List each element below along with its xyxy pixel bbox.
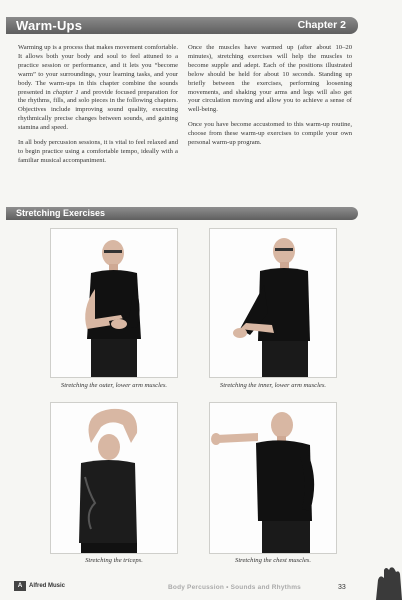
photo-inner-arm-stretch xyxy=(209,228,337,378)
section-title: Stretching Exercises xyxy=(16,208,106,218)
chapter-reference: chapter 1 xyxy=(52,88,79,96)
paragraph xyxy=(18,44,178,133)
photo-outer-arm-stretch xyxy=(50,228,178,378)
photo-chest-stretch xyxy=(209,402,337,554)
hand-thumb-tab-icon xyxy=(372,566,402,600)
publisher-name: Alfred Music xyxy=(29,583,66,589)
person-figure-illustration xyxy=(51,229,178,378)
photo-triceps-stretch xyxy=(50,402,178,554)
chapter-label: Chapter 2 xyxy=(297,19,346,31)
paragraph-text: and provide focused preparation for the rhythms, fills, and solo pieces in the following chapters. Objectives include improving sound quality, executing rhythmically precise changes between sounds, and gaining stamina and speed. xyxy=(18,88,178,132)
text-column-right xyxy=(188,44,352,154)
photo-caption: Stretching the triceps. xyxy=(85,557,143,564)
photo-caption: Stretching the inner, lower arm muscles. xyxy=(219,382,327,389)
running-footer-title: Body Percussion • Sounds and Rhythms xyxy=(168,584,301,591)
section-header-bar xyxy=(6,207,358,220)
logo-mark: A xyxy=(14,581,26,591)
person-figure-illustration xyxy=(51,403,178,554)
person-figure-illustration xyxy=(210,229,337,378)
publisher-logo xyxy=(14,580,72,592)
paragraph: Once the muscles have warmed up (after about 10–20 minutes), stretching exercises will help the muscles to become supple and adept. Each of the positions illustrated below should be held for about 10 seconds. Standing up briefly between the exercises, performing loosening movements, and shaking your arms and legs will also get your circulation moving and allow you to achieve a sense of well-being. xyxy=(188,44,352,114)
photo-caption: Stretching the chest muscles. xyxy=(235,557,311,564)
paragraph-text: Warming up is a process that makes movement comfortable. It allows both your body and soul to feel attuned to a practice session or performance, and it lets you “become warm” to your surroundings, your learning tasks, and your body. The warm-ups in this chapter combine the sounds presented in xyxy=(18,44,178,96)
photo-caption: Stretching the outer, lower arm muscles. xyxy=(60,382,168,389)
chapter-header-bar xyxy=(6,17,358,34)
text-column-left xyxy=(18,44,178,172)
person-figure-illustration xyxy=(210,403,337,554)
page-title: Warm-Ups xyxy=(16,18,83,33)
page-number: 33 xyxy=(338,584,346,591)
paragraph: In all body percussion sessions, it is vital to feel relaxed and to begin practice using a comfortable tempo, ideally with a familiar musical accompaniment. xyxy=(18,139,178,164)
paragraph: Once you have become accustomed to this warm-up routine, choose from these warm-up exercises to compile your own personal warm-up program. xyxy=(188,121,352,147)
